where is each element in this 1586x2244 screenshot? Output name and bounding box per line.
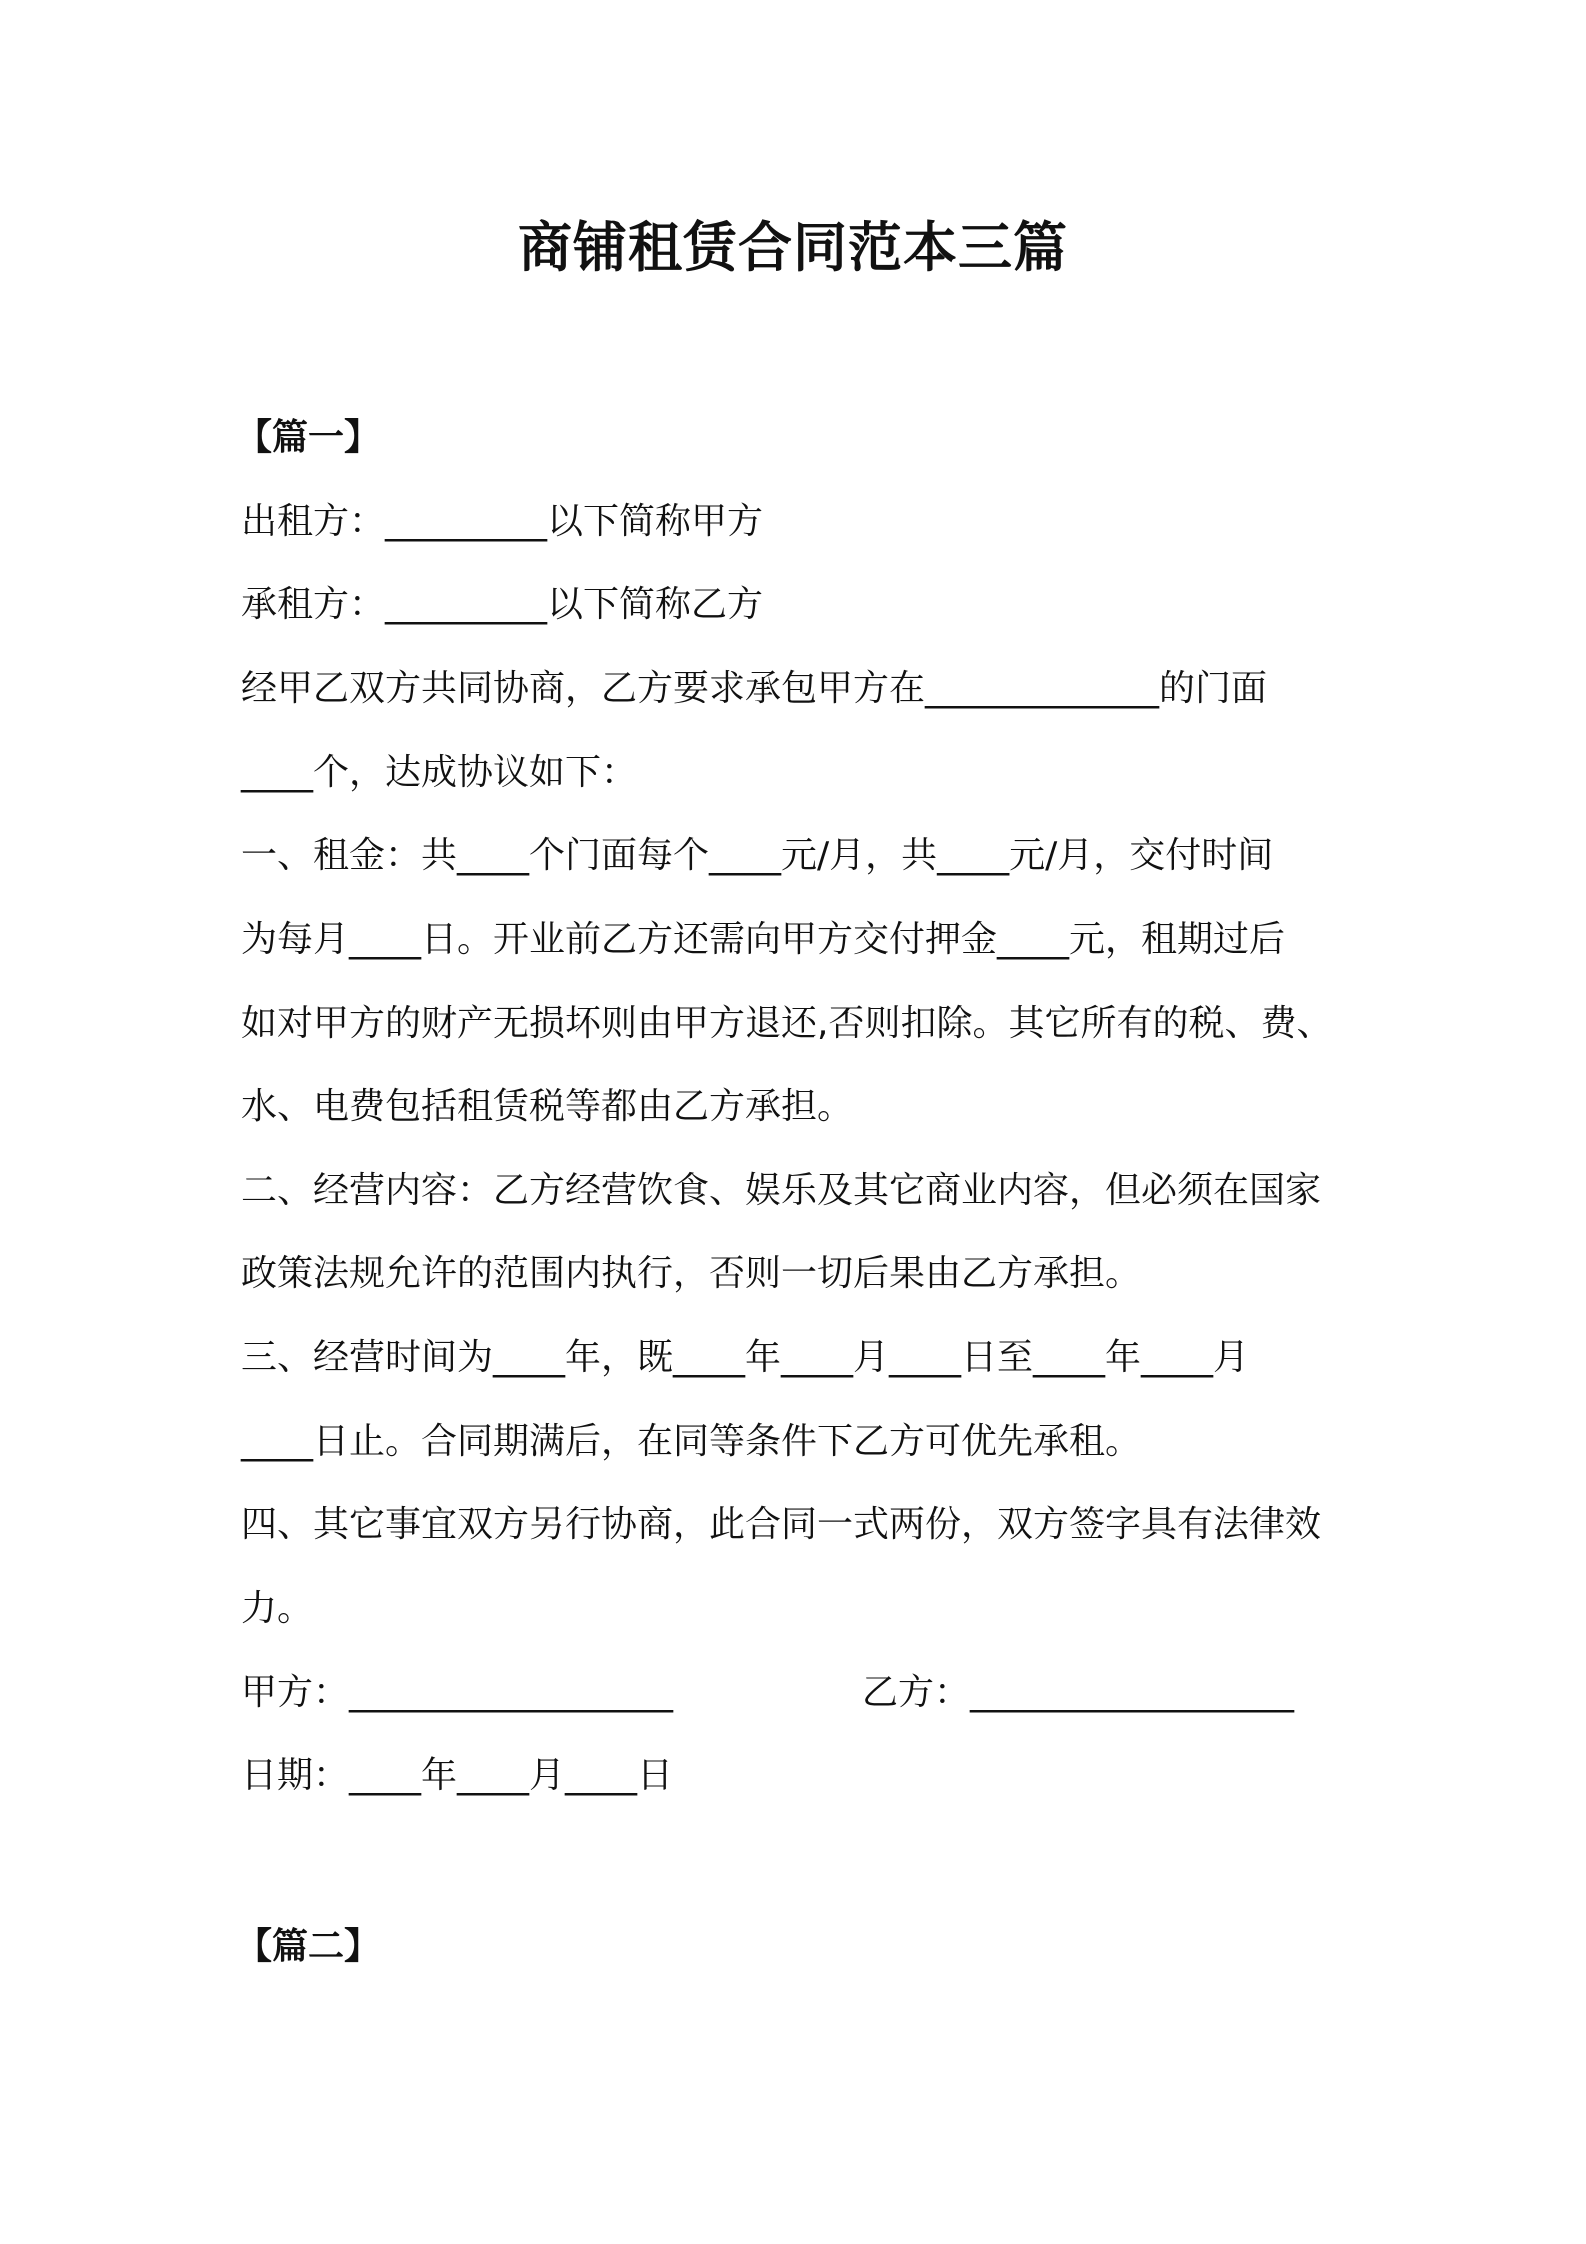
paragraph-line: ____个，达成协议如下： (241, 752, 638, 793)
clause-other-line: 四、其它事宜双方另行协商，此合同一式两份，双方签字具有法律效 (241, 1504, 1322, 1545)
clause-term-line: 三、经营时间为____年，既____年____月____日至____年____月 (241, 1337, 1250, 1378)
lessor-line: 出租方：_________以下简称甲方 (241, 501, 764, 542)
lessee-line: 承租方：_________以下简称乙方 (241, 584, 764, 625)
paragraph-line: 经甲乙双方共同协商，乙方要求承包甲方在_____________的门面 (241, 668, 1268, 709)
clause-rent-line: 水、电费包括租赁税等都由乙方承担。 (241, 1086, 854, 1127)
date-line: 日期：____年____月____日 (241, 1755, 674, 1796)
clause-business-line: 二、经营内容：乙方经营饮食、娱乐及其它商业内容，但必须在国家 (241, 1170, 1322, 1211)
party-b-signature: 乙方：__________________ (862, 1672, 1295, 1713)
clause-business-line: 政策法规允许的范围内执行，否则一切后果由乙方承担。 (241, 1253, 1142, 1294)
clause-term-line: ____日止。合同期满后，在同等条件下乙方可优先承租。 (241, 1421, 1142, 1462)
clause-rent-line: 如对甲方的财产无损坏则由甲方退还,否则扣除。其它所有的税、费、 (241, 1003, 1333, 1044)
party-a-signature: 甲方：__________________ (241, 1672, 674, 1713)
clause-rent-line: 一、租金：共____个门面每个____元/月，共____元/月，交付时间 (241, 835, 1274, 876)
section-heading-2: 【篇二】 (236, 1926, 381, 1967)
clause-rent-line: 为每月____日。开业前乙方还需向甲方交付押金____元，租期过后 (241, 919, 1286, 960)
clause-other-line: 力。 (241, 1588, 314, 1629)
document-title: 商铺租赁合同范本三篇 (518, 216, 1068, 279)
section-heading-1: 【篇一】 (236, 417, 381, 458)
